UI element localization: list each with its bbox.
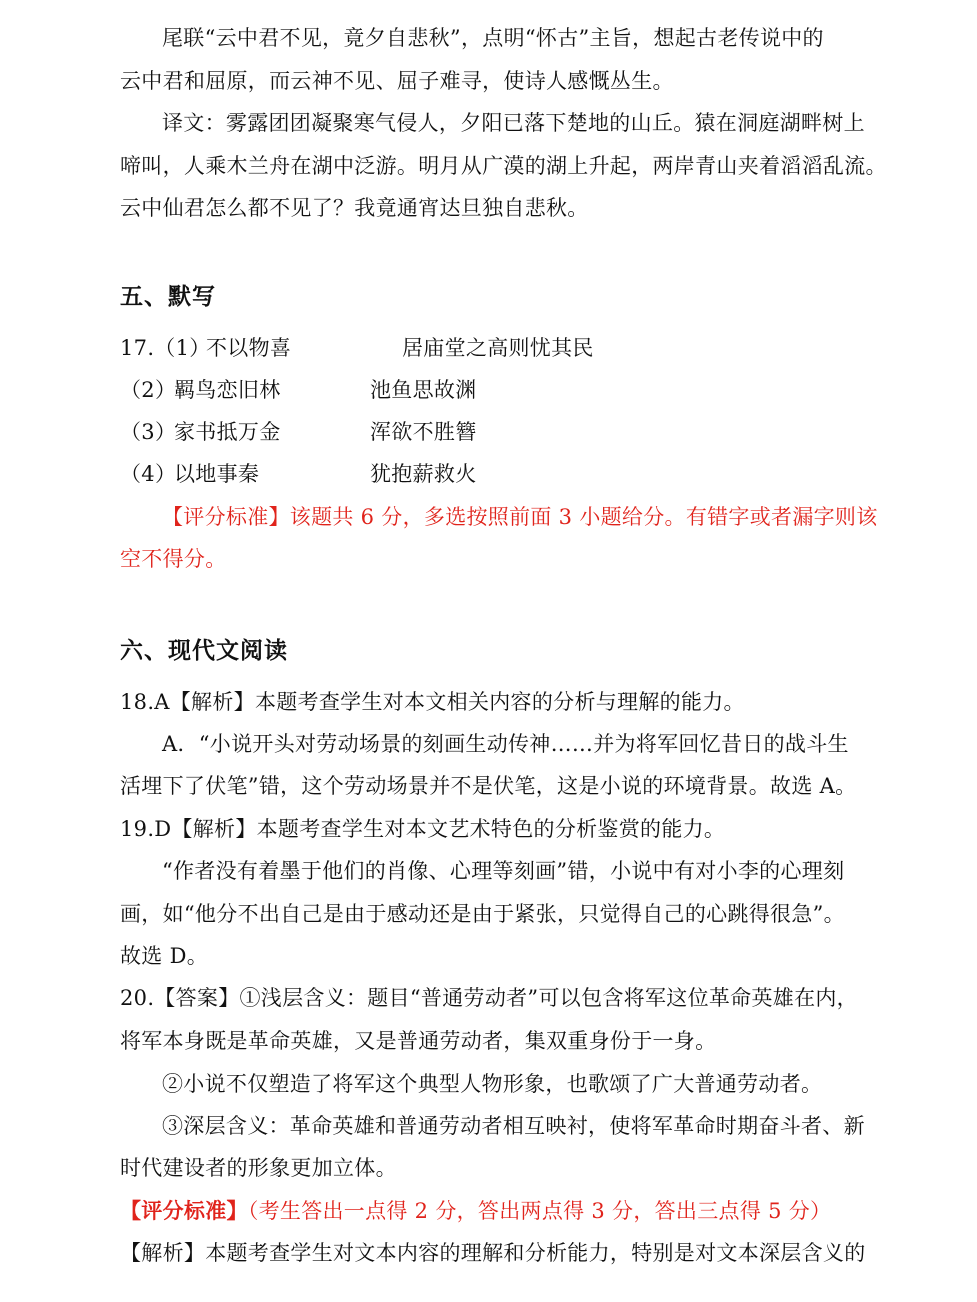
answer-19-body: 故选 D。 xyxy=(120,944,209,968)
translation-line: 译文：雾露团团凝聚寒气侵人，夕阳已落下楚地的山丘。猿在洞庭湖畔树上 xyxy=(162,111,865,135)
scoring-criteria-label: 【评分标准】 xyxy=(120,1198,248,1223)
answer-number: （2） xyxy=(120,378,177,402)
paragraph-line: 尾联“云中君不见，竟夕自悲秋”，点明“怀古”主旨，想起古老传说中的 xyxy=(162,26,824,50)
scoring-criteria-17-cont: 空不得分。 xyxy=(120,547,227,571)
answer-20-point-2: ②小说不仅塑造了将军这个典型人物形象，也歌颂了广大普通劳动者。 xyxy=(162,1072,823,1096)
translation-line: 啼叫，人乘木兰舟在湖中泛游。明月从广漠的湖上升起，两岸青山夹着滔滔乱流。 xyxy=(120,154,887,178)
answer-part-a: 以地事秦 xyxy=(174,462,260,486)
answer-row-17-3 xyxy=(120,416,880,448)
scoring-criteria-20 xyxy=(120,1195,831,1227)
answer-part-a: 家书抵万金 xyxy=(174,420,281,444)
answer-part-b: 池鱼思故渊 xyxy=(370,378,477,402)
answer-part-b: 居庙堂之高则忧其民 xyxy=(402,336,594,360)
answer-19-body: 画，如“他分不出自己是由于感动还是由于紧张，只觉得自己的心跳得很急”。 xyxy=(120,902,845,926)
paragraph-line: 云中君和屈原，而云神不见、屈子难寻，使诗人感慨丛生。 xyxy=(120,69,674,93)
answer-part-a: 不以物喜 xyxy=(206,336,292,360)
answer-20-body: 将军本身既是革命英雄，又是普通劳动者，集双重身份于一身。 xyxy=(120,1029,717,1053)
scoring-criteria-17: 【评分标准】该题共 6 分，多选按照前面 3 小题给分。有错字或者漏字则该 xyxy=(162,505,878,529)
translation-line: 云中仙君怎么都不见了？我竟通宵达旦独自悲秋。 xyxy=(120,196,589,220)
answer-number: （4） xyxy=(120,462,177,486)
answer-18-header: 18.A【解析】本题考查学生对本文相关内容的分析与理解的能力。 xyxy=(120,690,745,714)
answer-18-body: A．“小说开头对劳动场景的刻画生动传神……并为将军回忆昔日的战斗生 xyxy=(162,732,849,756)
answer-part-a: 羁鸟恋旧林 xyxy=(174,378,281,402)
scoring-criteria-text: （考生答出一点得 2 分，答出两点得 3 分，答出三点得 5 分） xyxy=(247,1199,832,1223)
answer-18-body: 活埋下了伏笔”错，这个劳动场景并不是伏笔，这是小说的环境背景。故选 A。 xyxy=(120,774,857,798)
answer-row-17-1 xyxy=(120,332,880,364)
answer-part-b: 浑欲不胜簪 xyxy=(370,420,477,444)
answer-19-header: 19.D【解析】本题考查学生对本文艺术特色的分析鉴赏的能力。 xyxy=(120,817,726,841)
section-heading-dictation: 五、默写 xyxy=(120,284,216,310)
answer-20-header: 20.【答案】①浅层含义：题目“普通劳动者”可以包含将军这位革命英雄在内， xyxy=(120,986,858,1010)
answer-number: （3） xyxy=(120,420,177,444)
answer-row-17-4 xyxy=(120,458,880,490)
section-heading-modern-reading: 六、现代文阅读 xyxy=(120,638,288,664)
answer-number: 17.（1） xyxy=(120,336,211,360)
answer-row-17-2 xyxy=(120,374,880,406)
answer-20-point-3: ③深层含义：革命英雄和普通劳动者相互映衬，使将军革命时期奋斗者、新 xyxy=(162,1114,865,1138)
analysis-20: 【解析】本题考查学生对文本内容的理解和分析能力，特别是对文本深层含义的 xyxy=(120,1241,866,1265)
answer-part-b: 犹抱薪救火 xyxy=(370,462,477,486)
answer-19-body: “作者没有着墨于他们的肖像、心理等刻画”错，小说中有对小李的心理刻 xyxy=(162,859,845,883)
answer-20-body: 时代建设者的形象更加立体。 xyxy=(120,1156,397,1180)
